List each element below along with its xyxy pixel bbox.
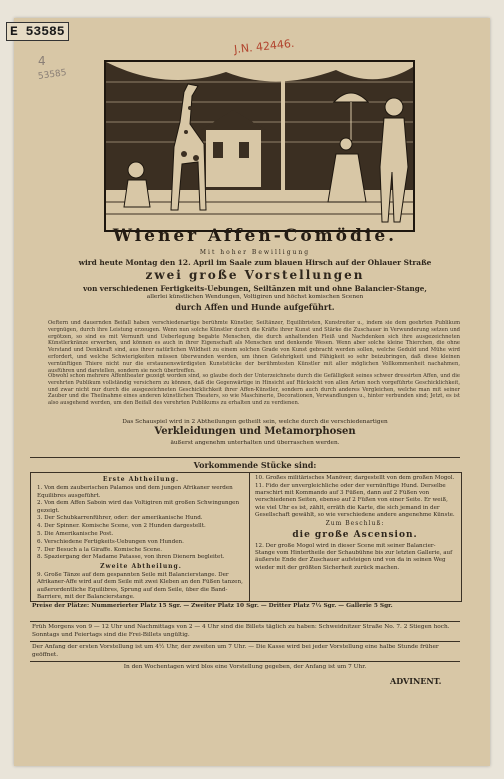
finale-description: 12. Der große Mogol wird in dieser Scene mit seiner Balancier-Stange vom Hintertheile der Schaubühne bis zur letzten Gallerie, auf äußerste Ende der Zuschauer aufsteigen und von da in seinen Weg wieder mit der größten Sicherheit zurück machen. [255, 542, 453, 571]
program-item: 7. Der Besuch a la Giraffe. Komische Scene. [37, 546, 163, 553]
intro-paragraph-2: Obwohl schon mehrere Affentheater gezeigt worden sind, so glaube doch der Unterzeichnete durch die Gefälligkeit seines schwer dressirten Affen, und die verehrten Publikum vollständig versichern zu können, daß die Gegenwärtige in Hinsicht auf Rücksicht von allen Arten noch vorgeführte Geschicklichkeit, und zwar nicht nur durch die ausgezeichneten Geschicklichkeit ihrer Affen-Künstler, sondern auch durch anderes Vergleichen, welche man mit seiner Zauber und die Theilnahme eines anderen künstlichen Theaters, so wie Maschinerie, Decorationen, Verwandlungen u., hinter verbunden sind; Jetzt, es ist also ausgehend werden, um den Beifall des verehrten Publikums zu erhalten und zu verdienen. [48, 373, 460, 407]
part2-heading: Zweite Abtheilung. [100, 562, 182, 570]
column-divider [249, 473, 250, 601]
divider [30, 621, 460, 622]
intro-paragraph: Oeftern und dauernden Beifall haben verschiedenartige berühmte Künstler, Seiltänzer, Equilibristen, Kunstreiter u., indem sie dem geehrten Publikum vergnügen, durch ihre Leistung erzeugen. Wenn nun solche Künstler durch die Kräfte ihrer Kunst und Stärke die Zuschauer in Verwunderung setzen und ergötzen, so sind es mit Vernunft und Ueberlegung begabte Menschen, die durch anhaltenden Fleiß und Nachdenken sich ihre ausgezeichneten Künstlerkränze erwerben, und können es auch in ihrer Eigenschaft als Menschen und denkende Wesen. Wenn aber solche kleine Thierchen, die ohne Verstand und Denkkraft sind, aus ihrer natürlichen Wildheit zu einem solchen Grade von Kunst gebracht werden sollen, welche Geduld und Mühe wird erfordert, und welche Schwierigkeiten müssen überwunden werden, um ihnen Gelehrigkeit und Fähigkeit so sehr beizubringen, daß diese kleinen vernünftigen Thiere nicht nur die erstaunenswürdigsten Kunststücke der berühmtesten Künstler mit aller möglichen Vollkommenheit nachahmen, ausführen und darstellen, sondern sie noch übertreffen. [48, 320, 460, 374]
program-item: 8. Spaziergang der Madame Patasse, von ihren Dienern begleitet. [37, 554, 225, 561]
times-line: Der Anfang der ersten Vorstellung ist um 4½ Uhr, der zweiten um 7 Uhr. — Die Kasse wird bei jeder Vorstellung eine halbe Stunde früher geöffnet. [32, 644, 439, 658]
program-box [30, 472, 462, 602]
program-item: 4. Der Spinner. Komische Scene, von 2 Hunden dargestellt. [37, 523, 206, 530]
program-item: 11. Fido der unvergleichliche oder der vernünftige Hund. Derselbe marschirt mit Kommando auf 3 Füßen, dann auf 2 Füßen von verschiedenen Seiten, ebenso auf 2 Füßen von einer Seite. Er weiß, wie viel Uhr es ist, zählt, erräth die Karte, die sich jemand in der Gesellschaft gewählt, so wie verschiedene andere angenehme Künste. [255, 482, 455, 518]
program-item: 2. Von dem Affen Saboin wird das Voltigiren mit großen Schwingungen gezeigt. [37, 500, 240, 514]
finale-heading: Zum Beschluß: [325, 520, 385, 528]
pencil-note-a: 4 [38, 54, 46, 68]
program-item: 6. Verschiedene Fertigkeits-Uebungen von Hunden. [37, 538, 184, 545]
announcement-line: wird heute Montag den 12. April im Saale zum blauen Hirsch auf der Ohlauer Straße [78, 258, 432, 267]
permission-line: Mit hoher Bewilligung [199, 249, 311, 256]
woodcut-illustration [104, 60, 415, 232]
program-right-column [255, 475, 455, 573]
program-left-column [37, 475, 245, 602]
archive-stamp: E 53585 [6, 22, 69, 41]
subheadline-second: allerlei künstlichen Wendungen, Voltigiren und höchst komischen Scenen [146, 294, 364, 300]
signature: ADVINENT. [390, 676, 442, 686]
tickets-line: Früh Morgens von 9 — 12 Uhr und Nachmittags von 2 — 4 Uhr sind die Billets täglich zu haben: Schweidnitzer Straße No. 7. 2 Stiegen hoch. Sonntags und Feiertags sind die Frei-Billets ungültig. [32, 624, 450, 638]
program-item: 10. Großes militärisches Manöver, dargestellt von dem großen Mogol. [255, 475, 455, 481]
pencil-note-b: 53585 [37, 68, 68, 82]
program-item: 3. Der Schubkarrenführer, oder: der amerikanische Hund. [37, 515, 203, 522]
transformations-sub: äußerst angenehm unterhalten und überraschen werden. [170, 440, 340, 446]
subheadline: von verschiedenen Fertigkeits-Uebungen, Seiltänzen mit und ohne Balancier-Stange, [83, 284, 427, 293]
headline: zwei große Vorstellungen [145, 268, 365, 282]
finale-title: die große Ascension. [292, 529, 418, 540]
intro-paragraph-3: Das Schauspiel wird in 2 Abtheilungen getheilt sein, welche durch die verschiedenartigen [122, 419, 388, 425]
woodcut-scene [106, 62, 413, 230]
performers-line: durch Affen und Hunde aufgeführt. [175, 302, 335, 312]
divider [30, 457, 460, 458]
transformations-line: Verkleidungen und Metamorphosen [154, 426, 356, 437]
weekdays-line: In den Wochentagen wird blos eine Vorstellung gegeben, der Anfang ist um 7 Uhr. [123, 664, 367, 670]
prices-line: Preise der Plätze: Nummerierter Platz 15 Sgr. — Zweiter Platz 10 Sgr. — Dritter Platz 7½ Sgr. — Gallerie 5 Sgr. [32, 603, 393, 609]
inventory-number: J.N. 42446. [233, 36, 295, 57]
part1-heading: Erste Abtheilung. [102, 476, 180, 483]
poster-title: Wiener Affen-Comödie. [112, 226, 398, 246]
program-heading: Vorkommende Stücke sind: [193, 460, 317, 470]
divider [30, 661, 460, 662]
program-item: 5. Die Amerikanische Post. [37, 531, 114, 538]
divider [30, 641, 460, 642]
program-item: 9. Große Tänze auf dem gespannten Seile mit Balancierstange. Der Afrikaner-Affe wird auf dem Seile mit zwei Kleben an den Füßen tanzen, außerordentliche Equilibres, Sprung auf dem Seile, über die Band-Barriere, mit der Balancierstange. [37, 572, 243, 600]
program-item: 1. Von dem zauberischen Palamos und dem jungen Afrikaner werden Equilibres ausgeführt. [37, 485, 233, 499]
